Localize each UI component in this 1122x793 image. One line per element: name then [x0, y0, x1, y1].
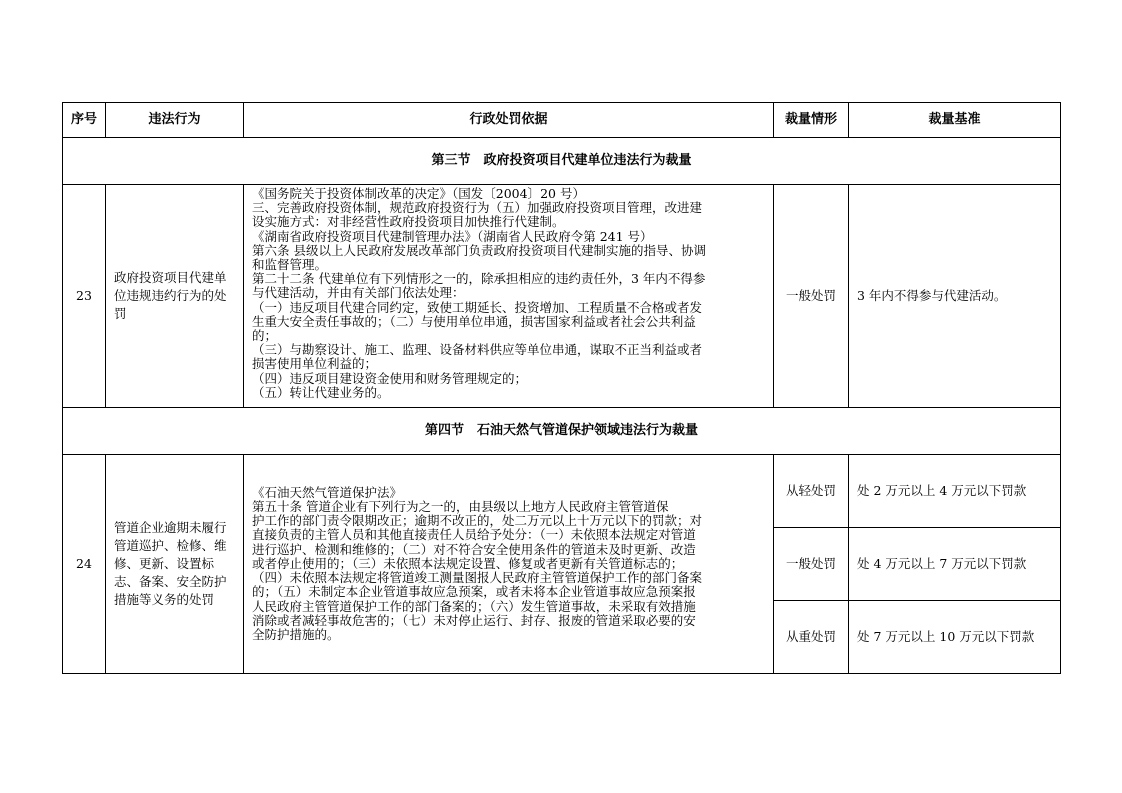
- penalty-basis: [244, 185, 774, 408]
- discretion-standard: 处 7 万元以上 10 万元以下罚款: [849, 601, 1061, 674]
- basis-line: （四）未依照本法规定将管道竣工测量图报人民政府主管管道保护工作的部门备案: [252, 570, 703, 586]
- basis-line: 人民政府主管管道保护工作的部门备案的；（六）发生管道事故，未采取有效措施: [252, 598, 696, 614]
- discretion-standard: 处 4 万元以上 7 万元以下罚款: [849, 528, 1061, 601]
- basis-line: （一）违反项目代建合同约定，致使工期延长、投资增加、工程质量不合格或者发: [252, 299, 703, 315]
- discretion-condition: 从轻处罚: [774, 455, 849, 528]
- basis-line: 第二十二条 代建单位有下列情形之一的，除承担相应的违约责任外，3 年内不得参: [252, 271, 706, 287]
- basis-line: 《石油天然气管道保护法》: [252, 484, 403, 500]
- row-number: 23: [63, 185, 106, 408]
- discretion-condition: 一般处罚: [774, 185, 849, 408]
- violation-behavior: 管道企业逾期未履行管道巡护、检修、维修、更新、设置标志、备案、安全防护措施等义务的处罚: [106, 455, 244, 674]
- basis-line: 三、完善政府投资体制，规范政府投资行为（五）加强政府投资项目管理，改进建: [252, 200, 703, 216]
- basis-line: 全防护措施的。: [252, 626, 340, 642]
- basis-line: 第五十条 管道企业有下列行为之一的，由县级以上地方人民政府主管管道保: [252, 499, 669, 515]
- discretion-standard: 3 年内不得参与代建活动。: [849, 185, 1061, 408]
- basis-line: 《湖南省政府投资项目代建制管理办法》（湖南省人民政府令第 241 号）: [252, 228, 653, 244]
- header-basis: 行政处罚依据: [244, 103, 774, 138]
- basis-line: 《国务院关于投资体制改革的决定》（国发〔2004〕20 号）: [252, 186, 585, 201]
- basis-line: 的；: [252, 328, 278, 344]
- penalty-basis: [244, 455, 774, 674]
- row-number: 24: [63, 455, 106, 674]
- basis-line: 进行巡护、检测和维修的；（二）对不符合安全使用条件的管道未及时更新、改造: [252, 541, 696, 557]
- table-row: [63, 185, 1061, 408]
- penalty-table: [62, 102, 1061, 674]
- basis-line: （五）转让代建业务的。: [252, 384, 390, 400]
- header-behavior: 违法行为: [106, 103, 244, 138]
- basis-line: 与代建活动，并由有关部门依法处理：: [252, 285, 465, 301]
- basis-line: 护工作的部门责令限期改正；逾期不改正的，处二万元以上十万元以下的罚款；对: [252, 513, 703, 529]
- header-no: 序号: [63, 103, 106, 138]
- basis-line: 设实施方式：对非经营性政府投资项目加快推行代建制。: [252, 214, 565, 230]
- basis-line: 直接负责的主管人员和其他直接责任人员给予处分：（一）未依照本法规定对管道: [252, 527, 696, 543]
- basis-line: 和监督管理。: [252, 257, 328, 273]
- basis-line: 损害使用单位利益的；: [252, 356, 378, 372]
- section-heading-row: [63, 408, 1061, 455]
- section-title: 第四节 石油天然气管道保护领域违法行为裁量: [63, 408, 1061, 455]
- discretion-condition: 从重处罚: [774, 601, 849, 674]
- table-header-row: [63, 103, 1061, 138]
- header-condition: 裁量情形: [774, 103, 849, 138]
- basis-line: 第六条 县级以上人民政府发展改革部门负责政府投资项目代建制实施的指导、协调: [252, 242, 706, 258]
- table-row: [63, 455, 1061, 528]
- section-title: 第三节 政府投资项目代建单位违法行为裁量: [63, 138, 1061, 185]
- basis-line: （三）与勘察设计、施工、监理、设备材料供应等单位串通，谋取不正当利益或者: [252, 342, 703, 358]
- section-heading-row: [63, 138, 1061, 185]
- discretion-condition: 一般处罚: [774, 528, 849, 601]
- basis-line: （四）违反项目建设资金使用和财务管理规定的；: [252, 370, 528, 386]
- basis-line: 消除或者减轻事故危害的；（七）未对停止运行、封存、报废的管道采取必要的安: [252, 612, 696, 628]
- basis-line: 生重大安全责任事故的；（二）与使用单位串通，损害国家利益或者社会公共利益: [252, 313, 696, 329]
- basis-line: 的；（五）未制定本企业管道事故应急预案，或者未将本企业管道事故应急预案报: [252, 584, 696, 600]
- discretion-standard: 处 2 万元以上 4 万元以下罚款: [849, 455, 1061, 528]
- header-standard: 裁量基准: [849, 103, 1061, 138]
- basis-line: 或者停止使用的；（三）未依照本法规定设置、修复或者更新有关管道标志的；: [252, 555, 684, 571]
- violation-behavior: 政府投资项目代建单位违规违约行为的处罚: [106, 185, 244, 408]
